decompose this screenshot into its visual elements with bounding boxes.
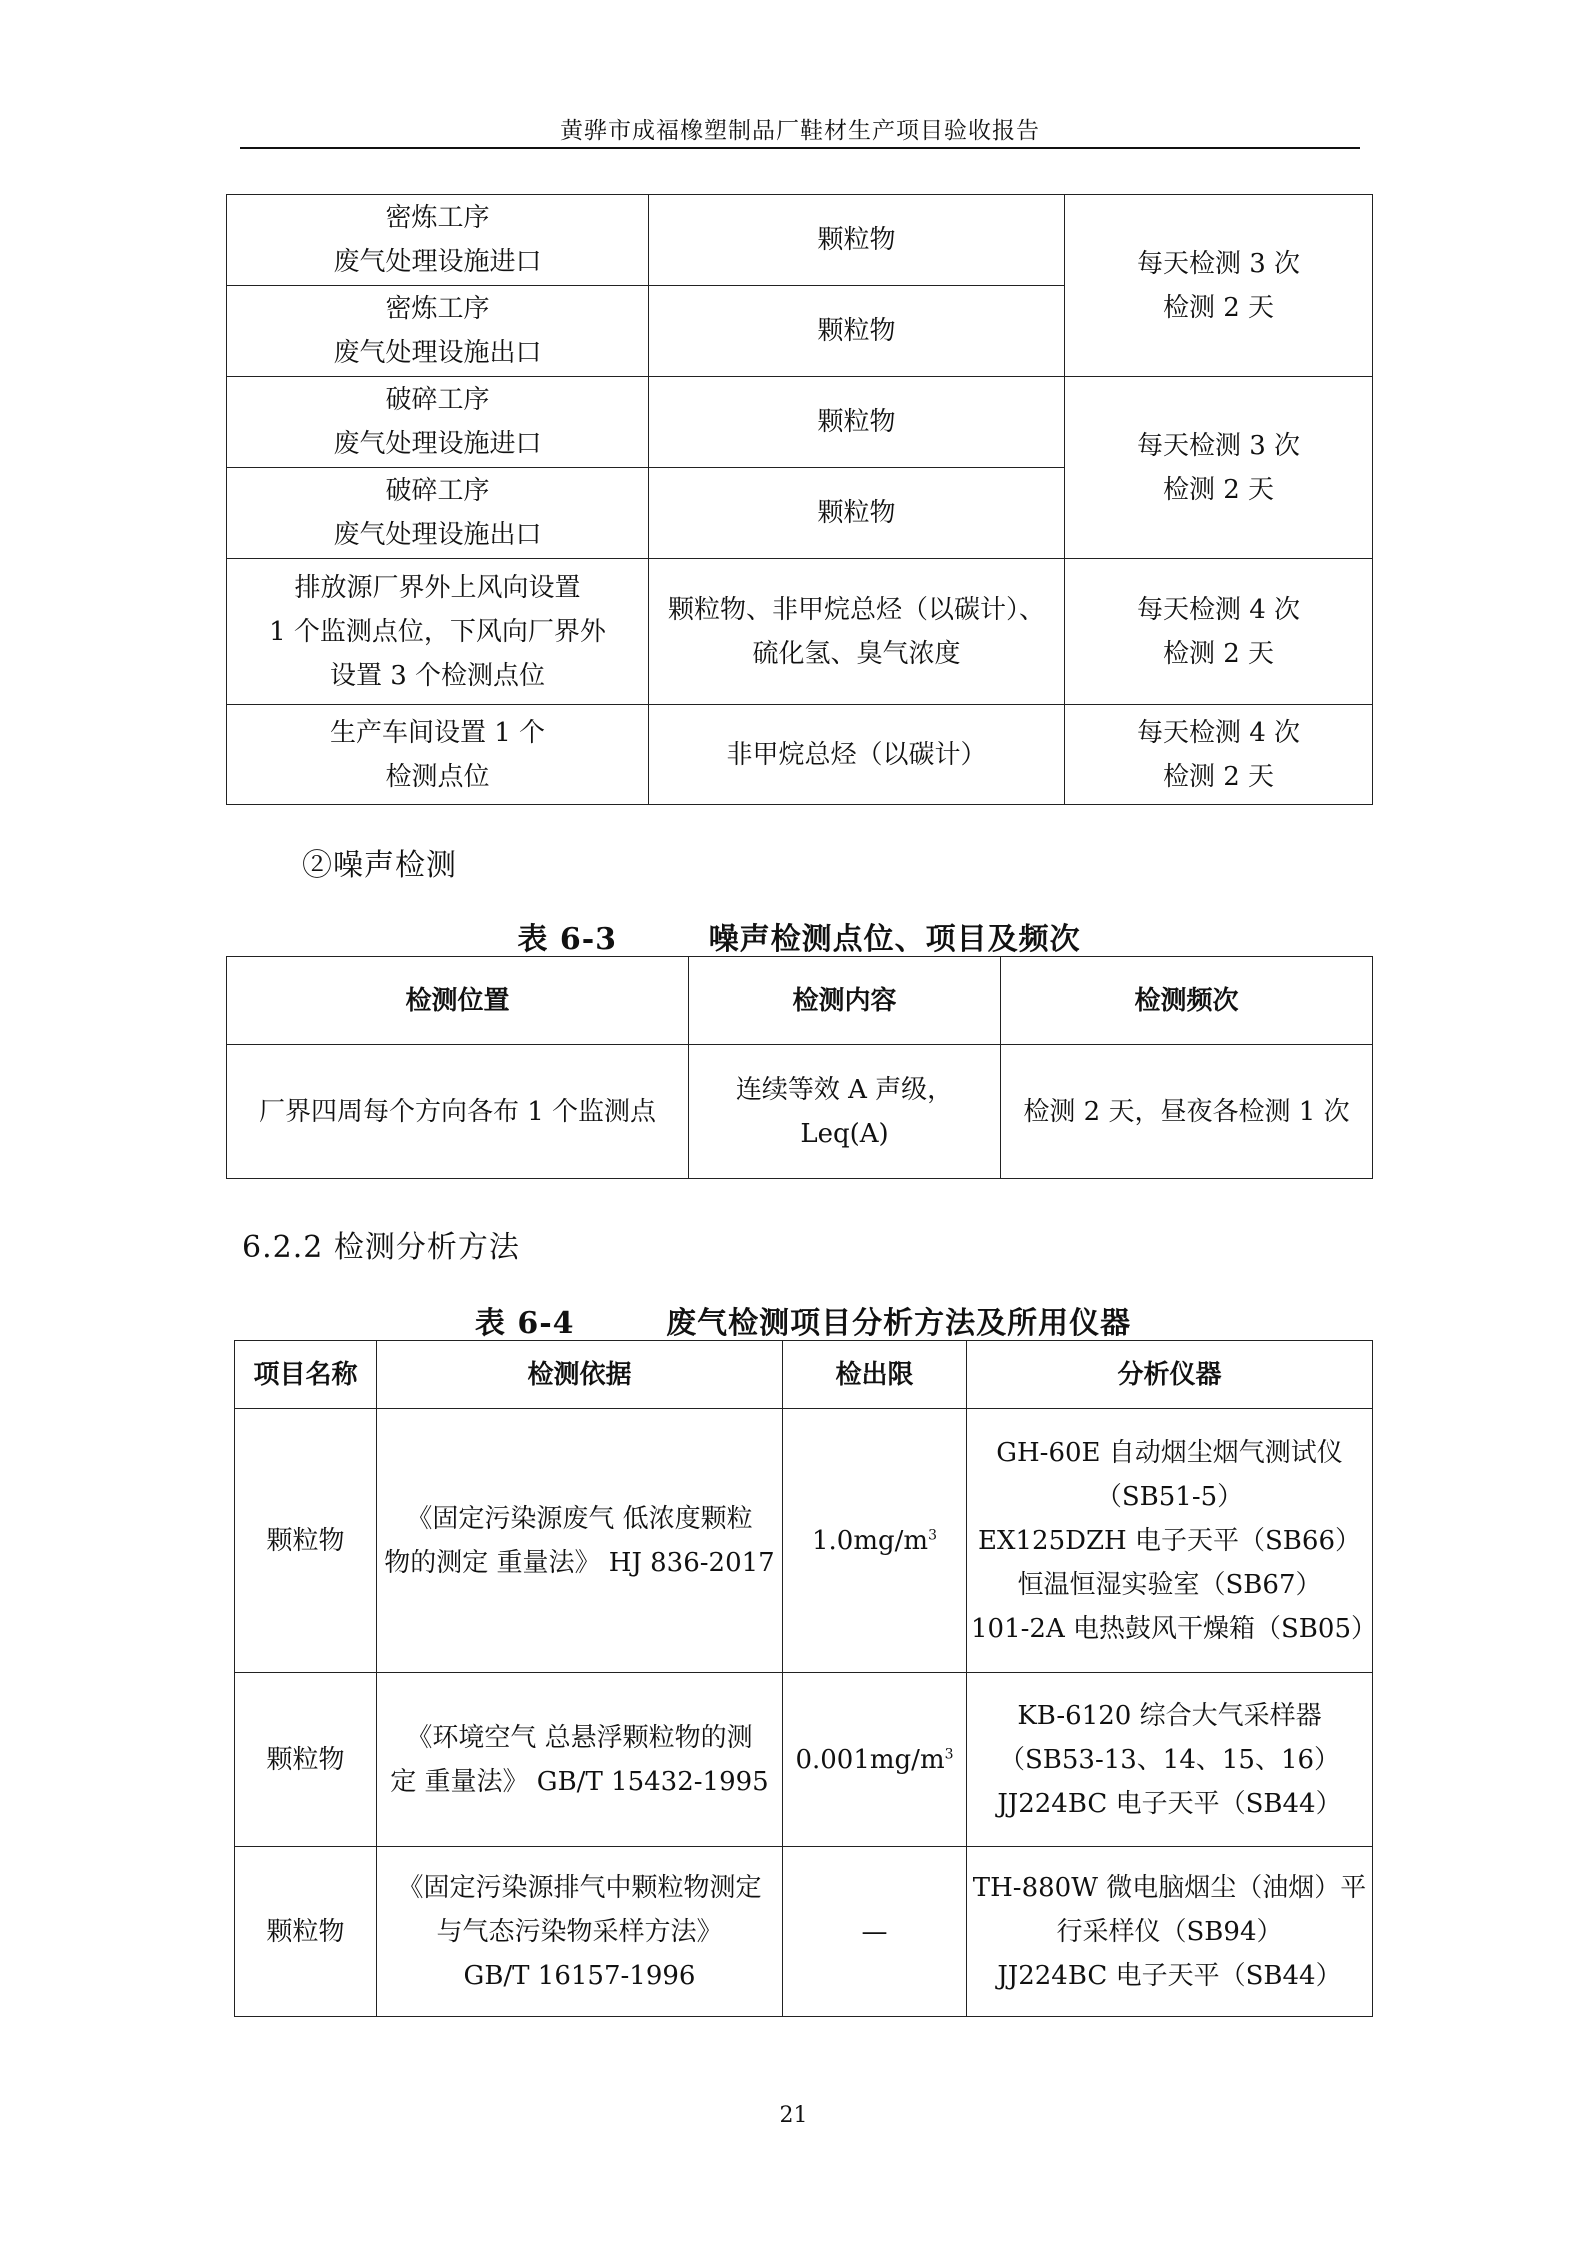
- item-name-cell: 颗粒物: [235, 1673, 377, 1847]
- frequency-cell: 每天检测 4 次 检测 2 天: [1065, 705, 1373, 805]
- instrument-cell: TH-880W 微电脑烟尘（油烟）平 行采样仪（SB94） JJ224BC 电子天平（SB44）: [967, 1847, 1373, 2017]
- content-cell: 连续等效 A 声级， Leq(A): [689, 1045, 1001, 1179]
- basis-cell: 《固定污染源排气中颗粒物测定 与气态污染物采样方法》 GB/T 16157-1996: [377, 1847, 783, 2017]
- column-header: 检测内容: [689, 957, 1001, 1045]
- table-6-4-caption: 表 6-4 废气检测项目分析方法及所用仪器: [474, 1306, 1132, 1341]
- method-section-heading: 6.2.2 检测分析方法: [242, 1230, 520, 1265]
- frequency-cell: 检测 2 天，昼夜各检测 1 次: [1001, 1045, 1373, 1179]
- analysis-methods-table: [234, 1340, 1377, 2017]
- page-number: 21: [779, 2103, 808, 2128]
- table-row: [227, 377, 1373, 468]
- instrument-cell: KB-6120 综合大气采样器 （SB53-13、14、15、16） JJ224BC 电子天平（SB44）: [967, 1673, 1373, 1847]
- location-cell: 排放源厂界外上风向设置 1 个监测点位，下风向厂界外 设置 3 个检测点位: [227, 559, 649, 705]
- table-6-3-caption: 表 6-3 噪声检测点位、项目及频次: [517, 922, 1081, 957]
- location-cell: 厂界四周每个方向各布 1 个监测点: [227, 1045, 689, 1179]
- table-row: [227, 705, 1373, 805]
- location-cell: 密炼工序 废气处理设施出口: [227, 286, 649, 377]
- table-row: [227, 1045, 1373, 1179]
- noise-section-heading: ②噪声检测: [302, 848, 457, 883]
- frequency-cell: 每天检测 4 次 检测 2 天: [1065, 559, 1373, 705]
- column-header: 检测依据: [377, 1341, 783, 1409]
- basis-cell: 《固定污染源废气 低浓度颗粒 物的测定 重量法》 HJ 836-2017: [377, 1409, 783, 1673]
- basis-cell: 《环境空气 总悬浮颗粒物的测 定 重量法》 GB/T 15432-1995: [377, 1673, 783, 1847]
- item-cell: 颗粒物: [649, 377, 1065, 468]
- location-cell: 破碎工序 废气处理设施进口: [227, 377, 649, 468]
- column-header: 检出限: [783, 1341, 967, 1409]
- table-row: [227, 195, 1373, 286]
- instrument-cell: GH-60E 自动烟尘烟气测试仪 （SB51-5） EX125DZH 电子天平（SB66） 恒温恒湿实验室（SB67） 101-2A 电热鼓风干燥箱（SB05）: [967, 1409, 1373, 1673]
- column-header: 检测频次: [1001, 957, 1373, 1045]
- item-cell: 颗粒物: [649, 468, 1065, 559]
- item-cell: 非甲烷总烃（以碳计）: [649, 705, 1065, 805]
- location-cell: 生产车间设置 1 个 检测点位: [227, 705, 649, 805]
- table-row: [227, 559, 1373, 705]
- detection-limit-cell: $1.0mg/m^3$: [783, 1409, 967, 1673]
- table-row: [235, 1409, 1373, 1673]
- header-rule: [240, 147, 1360, 149]
- noise-table: [226, 956, 1373, 1179]
- location-cell: 破碎工序 废气处理设施出口: [227, 468, 649, 559]
- table-header-row: [227, 957, 1373, 1045]
- monitoring-points-table: [226, 194, 1373, 805]
- detection-limit-cell: $0.001mg/m^3$: [783, 1673, 967, 1847]
- location-cell: 密炼工序 废气处理设施进口: [227, 195, 649, 286]
- item-cell: 颗粒物、非甲烷总烃（以碳计）、 硫化氢、臭气浓度: [649, 559, 1065, 705]
- item-cell: 颗粒物: [649, 195, 1065, 286]
- item-name-cell: 颗粒物: [235, 1409, 377, 1673]
- column-header: 项目名称: [235, 1341, 377, 1409]
- table-header-row: [235, 1341, 1373, 1409]
- detection-limit-cell: —: [783, 1847, 967, 2017]
- table-row: [235, 1847, 1373, 2017]
- column-header: 分析仪器: [967, 1341, 1373, 1409]
- page-header-title: 黄骅市成福橡塑制品厂鞋材生产项目验收报告: [560, 118, 1040, 144]
- item-cell: 颗粒物: [649, 286, 1065, 377]
- frequency-cell: 每天检测 3 次 检测 2 天: [1065, 195, 1373, 377]
- column-header: 检测位置: [227, 957, 689, 1045]
- item-name-cell: 颗粒物: [235, 1847, 377, 2017]
- table-row: [235, 1673, 1373, 1847]
- frequency-cell: 每天检测 3 次 检测 2 天: [1065, 377, 1373, 559]
